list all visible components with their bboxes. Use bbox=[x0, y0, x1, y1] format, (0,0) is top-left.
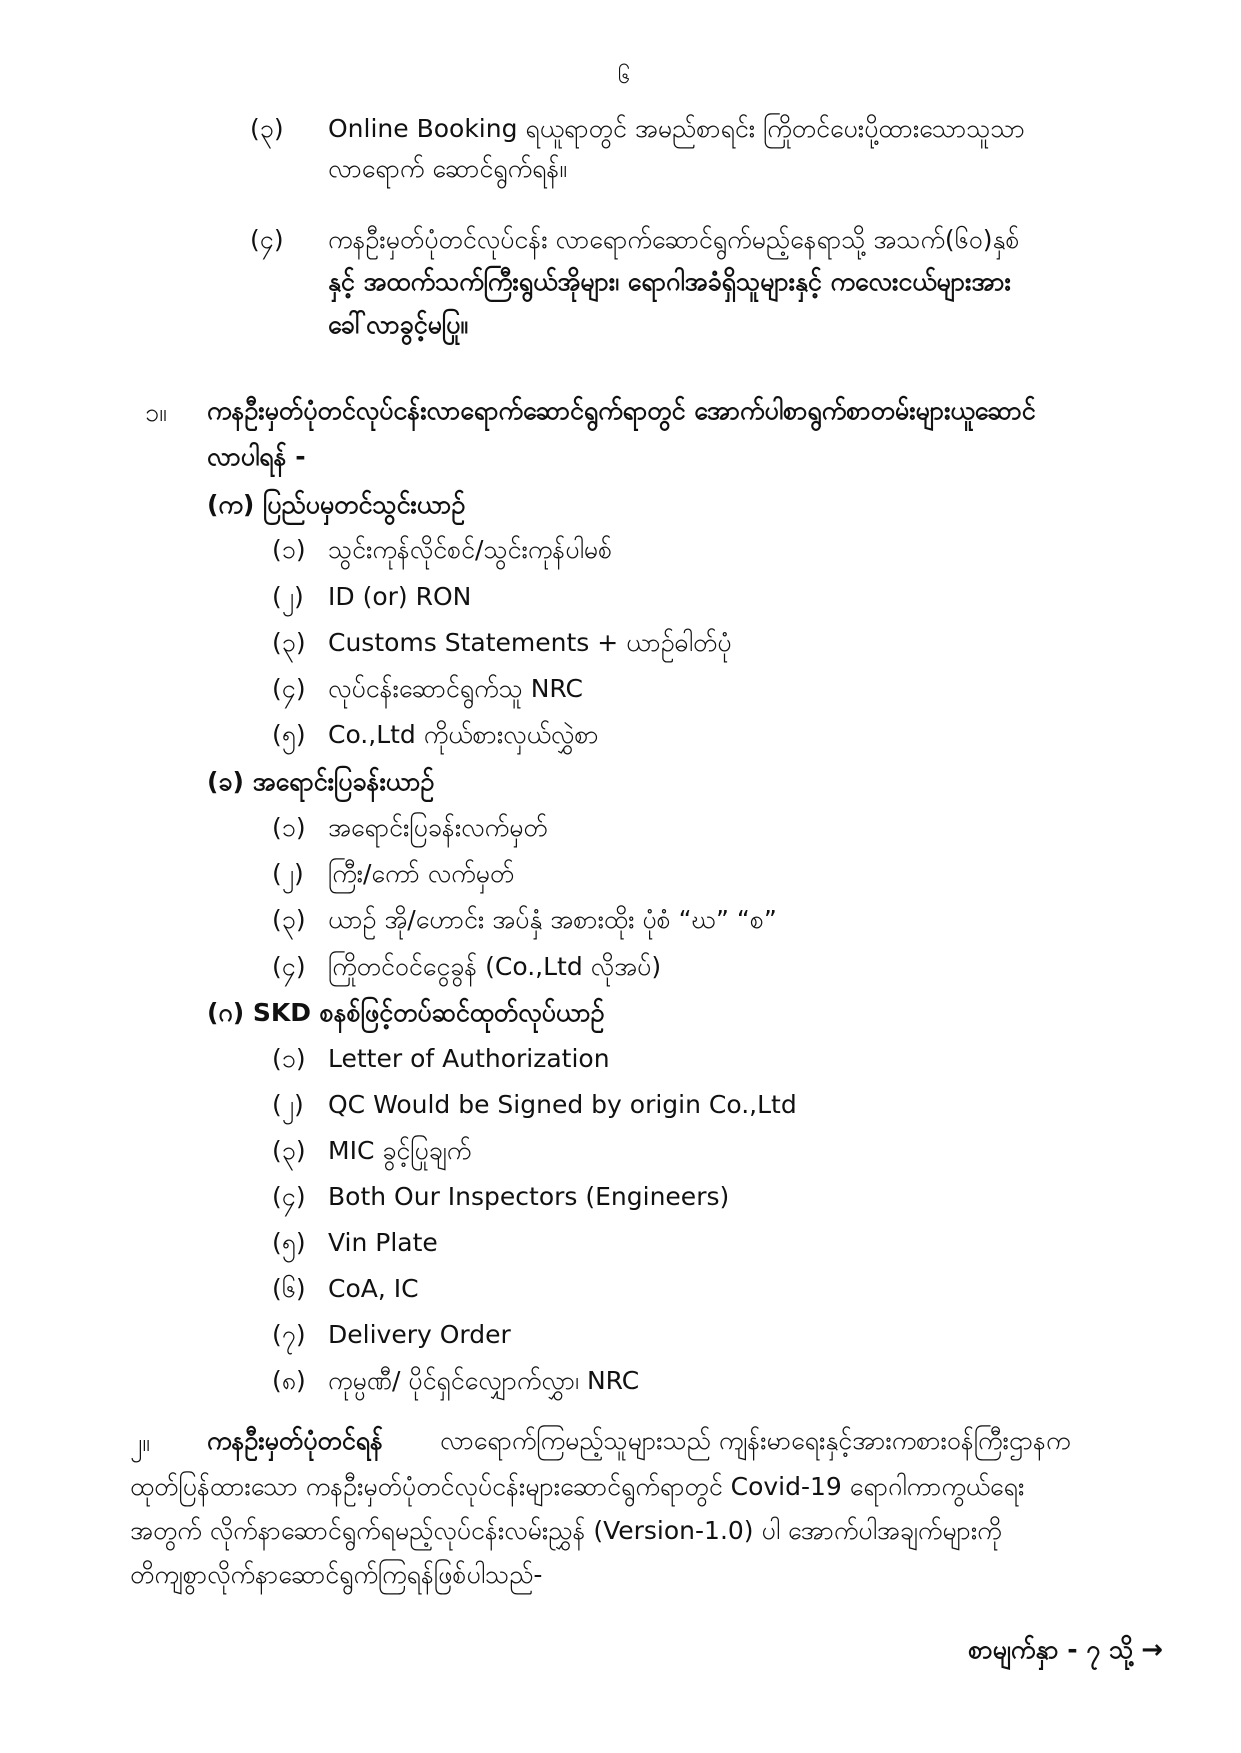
list-item-text: CoA, IC bbox=[328, 1274, 419, 1303]
list-item-number: (၂) bbox=[272, 1090, 304, 1119]
list-item-number: (၂) bbox=[272, 582, 304, 611]
footer-text: စာမျက်နှာ - ၇ သို့ bbox=[968, 1635, 1134, 1664]
item-number: (၃) bbox=[250, 114, 284, 143]
list-item-text: Both Our Inspectors (Engineers) bbox=[328, 1182, 730, 1211]
section2-line: လာရောက်ကြမည့်သူများသည် ကျန်းမာရေးနှင့်အားကစားဝန်ကြီးဌာနက bbox=[440, 1426, 1071, 1455]
item-text-line: လာရောက် ဆောင်ရွက်ရန်။ bbox=[328, 154, 567, 183]
list-item-number: (၃) bbox=[272, 628, 306, 657]
list-item-text: Customs Statements + ယာဉ်ဓါတ်ပုံ bbox=[328, 628, 732, 657]
section-heading-line: လာပါရန် - bbox=[207, 442, 306, 471]
list-item-number: (၂) bbox=[272, 859, 304, 888]
group-heading: (ဂ) SKD စနစ်ဖြင့်တပ်ဆင်ထုတ်လုပ်ယာဉ် bbox=[207, 998, 605, 1027]
list-item-number: (၃) bbox=[272, 1136, 306, 1165]
page-number: ၆ bbox=[618, 64, 631, 89]
list-item-number: (၁) bbox=[272, 813, 306, 842]
list-item-text: QC Would be Signed by origin Co.,Ltd bbox=[328, 1090, 797, 1119]
list-item-text: အရောင်းပြခန်းလက်မှတ် bbox=[328, 813, 548, 842]
list-item-number: (၃) bbox=[272, 905, 306, 934]
list-item-text: လုပ်ငန်းဆောင်ရွက်သူ NRC bbox=[328, 674, 583, 703]
item-text-line-bold: နှင့် အထက်သက်ကြီးရွယ်အိုများ၊ ရောဂါအခံရှိသူများနှင့် ကလေးငယ်များအား bbox=[328, 267, 1011, 296]
footer-continuation bbox=[968, 1633, 1163, 1667]
list-item-text: ကုမ္ပဏီ/ ပိုင်ရှင်လျှောက်လွှာ၊ NRC bbox=[328, 1366, 640, 1395]
list-item-number: (၄) bbox=[272, 1182, 306, 1211]
section-heading-line: ကနဦးမှတ်ပုံတင်လုပ်ငန်းလာရောက်ဆောင်ရွက်ရာတွင် အောက်ပါစာရွက်စာတမ်းများယူဆောင် bbox=[207, 396, 1036, 425]
group-heading: (ခ) အရောင်းပြခန်းယာဉ် bbox=[207, 767, 435, 796]
list-item-text: ယာဉ် အို/ဟောင်း အပ်နှံ အစားထိုး ပုံစံ “ဃ” “စ” bbox=[328, 905, 777, 934]
group-heading: (က) ပြည်ပမှတင်သွင်းယာဉ် bbox=[207, 490, 466, 519]
list-item-number: (၄) bbox=[272, 674, 306, 703]
list-item-text: ကြီး/ကော် လက်မှတ် bbox=[328, 859, 515, 888]
list-item-text: Letter of Authorization bbox=[328, 1044, 610, 1073]
section2-line: အတွက် လိုက်နာဆောင်ရွက်ရမည့်လုပ်ငန်းလမ်းညွှန် (Version-1.0) ပါ အောက်ပါအချက်များကို bbox=[130, 1516, 1002, 1545]
list-item-text: MIC ခွင့်ပြုချက် bbox=[328, 1136, 472, 1165]
list-item-number: (၇) bbox=[272, 1320, 306, 1349]
list-item-number: (၄) bbox=[272, 952, 306, 981]
list-item-text: Co.,Ltd ကိုယ်စားလှယ်လွှဲစာ bbox=[328, 720, 599, 749]
list-item-text: ကြိုတင်ဝင်ငွေခွန် (Co.,Ltd လိုအပ်) bbox=[328, 952, 662, 981]
item-text-line-bold: ခေါ်လာခွင့်မပြု။ bbox=[328, 310, 468, 339]
item-text-line: ကနဦးမှတ်ပုံတင်လုပ်ငန်း လာရောက်ဆောင်ရွက်မည့်နေရာသို့ အသက်(၆၀)နှစ် bbox=[328, 225, 1020, 254]
section-number: ၂။ bbox=[130, 1428, 150, 1457]
list-item-number: (၆) bbox=[272, 1274, 306, 1303]
section2-line: တိကျစွာလိုက်နာဆောင်ရွက်ကြရန်ဖြစ်ပါသည်- bbox=[130, 1560, 543, 1589]
list-item-text: Delivery Order bbox=[328, 1320, 511, 1349]
item-text-line: Online Booking ရယူရာတွင် အမည်စာရင်း ကြိုတင်ပေးပို့ထားသောသူသာ bbox=[328, 114, 1025, 143]
arrow-right-icon: → bbox=[1141, 1635, 1163, 1665]
list-item-number: (၁) bbox=[272, 1044, 306, 1073]
list-item-text: Vin Plate bbox=[328, 1228, 438, 1257]
list-item-text: ID (or) RON bbox=[328, 582, 472, 611]
list-item-number: (၅) bbox=[272, 1228, 306, 1257]
section2-line: ထုတ်ပြန်ထားသော ကနဦးမှတ်ပုံတင်လုပ်ငန်းများဆောင်ရွက်ရာတွင် Covid-19 ရောဂါကာကွယ်ရေး bbox=[130, 1472, 1025, 1501]
list-item-number: (၈) bbox=[272, 1366, 306, 1395]
list-item-number: (၅) bbox=[272, 720, 306, 749]
list-item-text: သွင်းကုန်လိုင်စင်/သွင်းကုန်ပါမစ် bbox=[328, 535, 613, 564]
list-item-number: (၁) bbox=[272, 535, 306, 564]
section2-bold-lead: ကနဦးမှတ်ပုံတင်ရန် bbox=[207, 1426, 384, 1455]
section-number: ၁။ bbox=[145, 398, 167, 427]
item-number: (၄) bbox=[250, 225, 284, 254]
